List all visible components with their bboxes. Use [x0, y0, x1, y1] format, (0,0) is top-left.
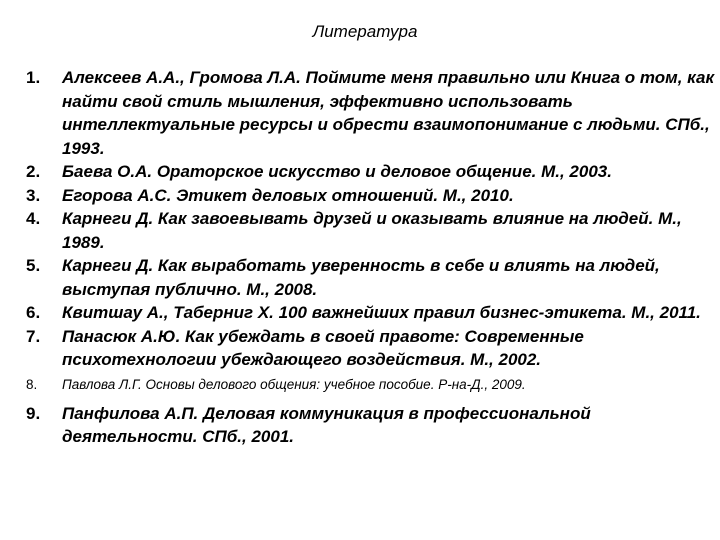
reference-item-2 — [26, 160, 716, 184]
reference-number: 8. — [26, 376, 38, 392]
reference-text: Павлова Л.Г. Основы делового общения: учебное пособие. Р-на-Д., 2009. — [62, 376, 526, 392]
reference-item-8 — [26, 374, 716, 396]
reference-text: Карнеги Д. Как завоевывать друзей и оказывать влияние на людей. М., 1989. — [62, 209, 682, 252]
reference-number: 1. — [26, 68, 41, 87]
reference-item-5 — [26, 254, 716, 301]
reference-item-1 — [26, 66, 716, 160]
reference-text: Панасюк А.Ю. Как убеждать в своей правоте: Современные психотехнологии убеждающего воздействия. М., 2002. — [62, 326, 584, 369]
reference-number: 7. — [26, 326, 41, 346]
reference-text: Баева О.А. Ораторское искусство и деловое общение. М., 2003. — [62, 162, 612, 181]
reference-text: Алексеев А.А., Громова Л.А. Поймите меня правильно или Книга о том, как найти свой стиль мышления, эффективно использовать интеллектуальные ресурсы и обрести взаимопонимание с людьми. СПб., 1993. — [62, 68, 715, 158]
reference-number: 5. — [26, 256, 41, 275]
page-title: Литература — [312, 22, 418, 41]
reference-item-7 — [26, 325, 716, 372]
reference-list — [26, 66, 716, 449]
reference-number: 3. — [26, 185, 41, 205]
reference-number: 2. — [26, 162, 41, 181]
reference-number: 9. — [26, 403, 41, 423]
reference-text: Квитшау А., Таберниг Х. 100 важнейших правил бизнес-этикета. М., 2011. — [62, 303, 701, 322]
reference-item-4 — [26, 207, 716, 254]
reference-item-9 — [26, 402, 716, 449]
reference-text: Панфилова А.П. Деловая коммуникация в профессиональной деятельности. СПб., 2001. — [62, 403, 591, 446]
reference-number: 6. — [26, 303, 41, 322]
reference-number: 4. — [26, 209, 41, 228]
reference-item-6 — [26, 301, 716, 325]
reference-text: Карнеги Д. Как выработать уверенность в себе и влиять на людей, выступая публично. М., 2008. — [62, 256, 660, 299]
reference-item-3 — [26, 184, 716, 208]
reference-text: Егорова А.С. Этикет деловых отношений. М., 2010. — [62, 185, 514, 205]
